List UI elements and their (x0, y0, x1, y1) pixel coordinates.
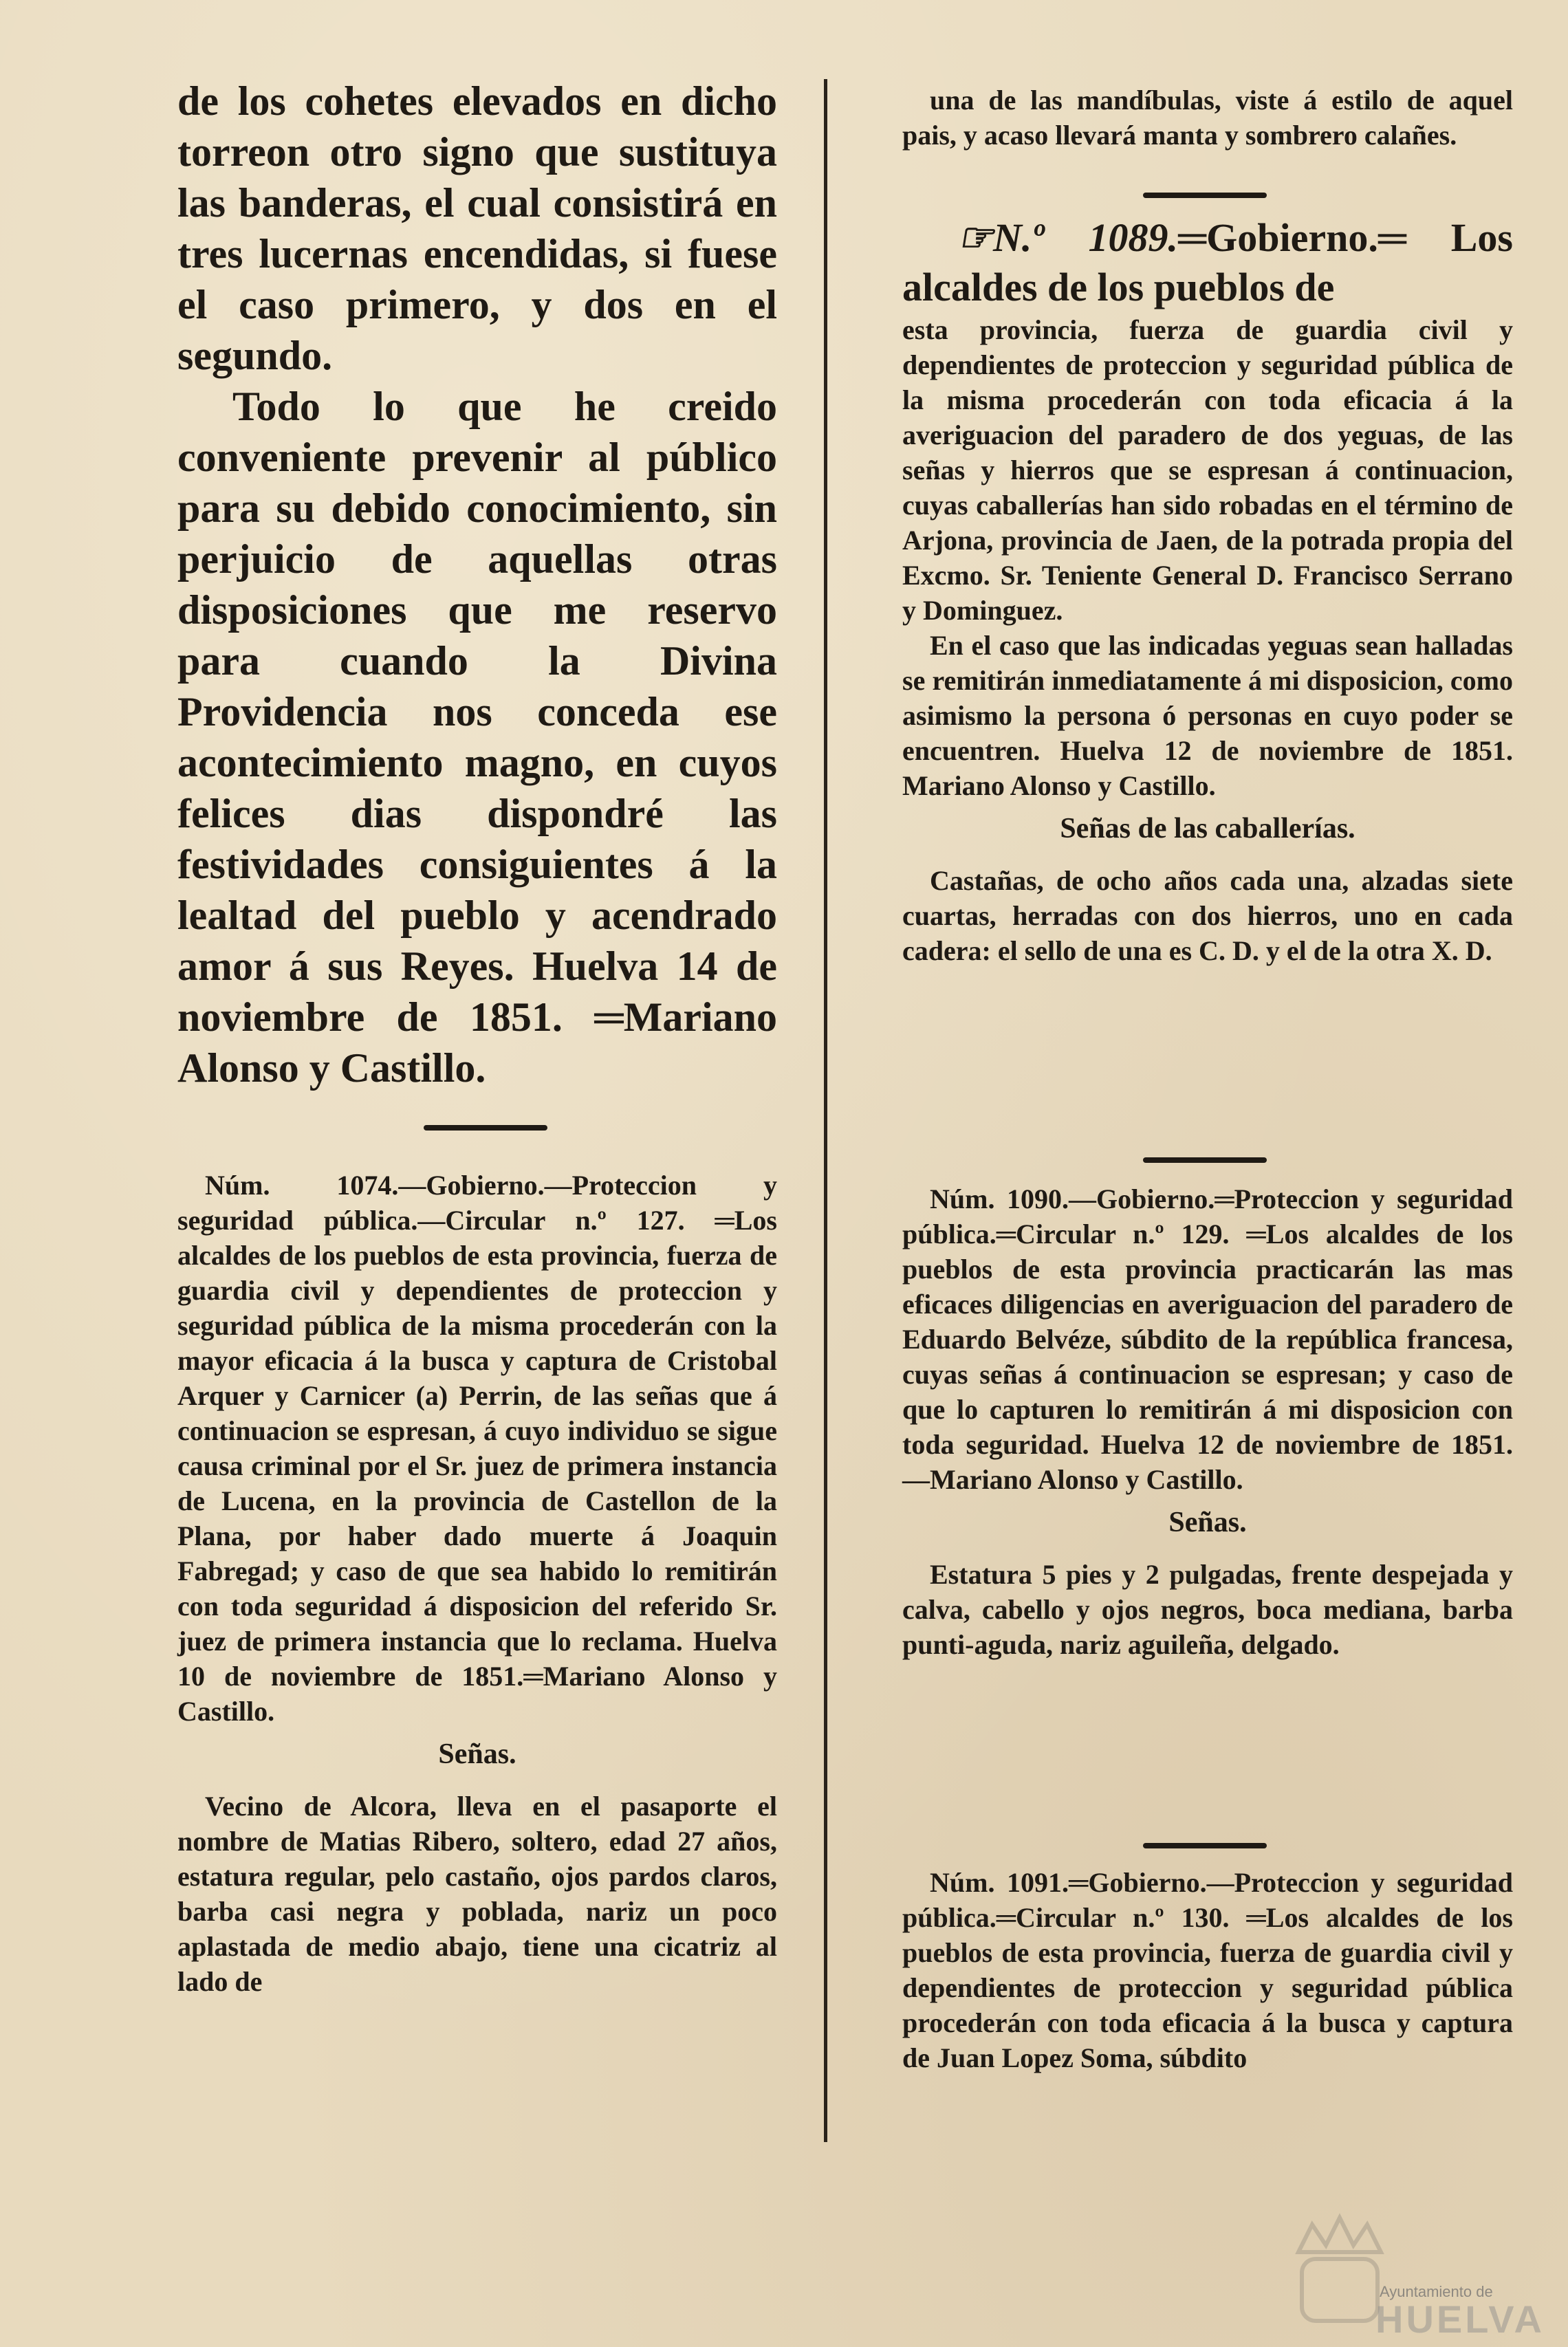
notice-1089-number: ☞N.º 1089. (957, 215, 1179, 260)
section-rule (1143, 193, 1267, 198)
section-rule (1143, 1157, 1267, 1163)
notice-1089-paragraph-2: En el caso que las indicadas yeguas sean halladas se remitirán inmediatamente á mi disposicion, como asimismo la persona ó personas en cuyo poder se encuentren. Huelva 12 de noviembre de 1851. Mariano Alonso y Castillo. (902, 630, 1513, 801)
notice-1090-body: Núm. 1090.—Gobierno.═Proteccion y seguridad pública.═Circular n.º 129. ═Los alcaldes de los pueblos de esta provincia practicarán las mas eficaces diligencias en averiguacion del paradero de Eduardo Belvéze, súbdito de la república francesa, cuyas señas á continuacion se espresan; y caso de que lo capturen lo remitirán á mi disposicion con toda seguridad. Huelva 12 de noviembre de 1851. —Mariano Alonso y Castillo. (902, 1183, 1513, 1495)
proclamation-paragraph-1: de los cohetes elevados en dicho torreon otro signo que sustituya las banderas, el cual consistirá en tres lucernas encendidas, si fuese el caso primero, y dos en el segundo. (177, 78, 777, 378)
notice-1089-senas: Castañas, de ocho años cada una, alzadas siete cuartas, herradas con dos hierros, uno en cada cadera: el sello de una es C. D. y el de la otra X. D. (902, 865, 1513, 966)
continued-text: una de las mandíbulas, viste á estilo de aquel pais, y acaso llevará manta y sombrero calañes. (902, 85, 1513, 151)
section-rule (424, 1125, 547, 1131)
notice-1074-senas-title: Señas. (438, 1738, 516, 1770)
notice-1089-body: esta provincia, fuerza de guardia civil y dependientes de proteccion y seguridad pública de la misma procederán con toda eficacia á la averiguacion del paradero de dos yeguas, de las señas y hierros que se espresan á continuacion, cuyas caballerías han sido robadas en el término de Arjona, provincia de Jaen, de la potrada propia del Excmo. Sr. Teniente General D. Francisco Serrano y Dominguez. (902, 314, 1513, 626)
column-divider (824, 79, 827, 2142)
notice-1090-senas: Estatura 5 pies y 2 pulgadas, frente despejada y calva, cabello y ojos negros, boca mediana, barba punti-aguda, nariz aguileña, delgado. (902, 1559, 1513, 1660)
notice-1074-senas: Vecino de Alcora, lleva en el pasaporte el nombre de Matias Ribero, soltero, edad 27 años, estatura regular, pelo castaño, ojos pardos claros, barba casi negra y poblada, nariz un poco aplastada de medio abajo, tiene una cicatriz al lado de (177, 1791, 777, 1997)
proclamation-paragraph-2: Todo lo que he creido conveniente prevenir al público para su debido conocimiento, sin perjuicio de aquellas otras disposiciones que me reservo para cuando la Divina Providencia nos conceda ese acontecimiento magno, en cuyos felices dias dispondré las festividades consiguientes á la lealtad del pueblo y acendrado amor á sus Reyes. Huelva 14 de noviembre de 1851. ═Mariano Alonso y Castillo. (177, 384, 777, 1091)
notice-1089-heading-text: ═Gobierno.═ Los alcaldes de los pueblos de (902, 215, 1513, 309)
notice-1090-senas-title: Señas. (1168, 1507, 1247, 1538)
notice-1089 (902, 213, 1513, 968)
notice-1089-heading (902, 213, 1513, 312)
proclamation-text (177, 76, 777, 1093)
section-rule (1143, 1843, 1267, 1848)
notice-1090 (902, 1181, 1513, 1662)
notice-1074-body: Núm. 1074.—Gobierno.—Proteccion y seguridad pública.—Circular n.º 127. ═Los alcaldes de los pueblos de esta provincia, fuerza de guardia civil y dependientes de proteccion y seguridad pública de la misma procederán con la mayor eficacia á la busca y captura de Cristobal Arquer y Carnicer (a) Perrin, de las señas que á continuacion se espresan, á cuyo individuo se sigue causa criminal por el Sr. juez de primera instancia de Lucena, en la provincia de Castellon de la Plana, por haber dado muerte á Joaquin Fabregad; y caso de que sea habido lo remitirán con toda seguridad á disposicion del referido Sr. juez de primera instancia que lo reclama. Huelva 10 de noviembre de 1851.═Mariano Alonso y Castillo. (177, 1170, 777, 1727)
continued-notice (902, 83, 1513, 153)
notice-1091 (902, 1865, 1513, 2075)
notice-1089-senas-title: Señas de las caballerías. (1060, 813, 1355, 844)
watermark-name: HUELVA (1375, 2297, 1545, 2341)
notice-1091-body: Núm. 1091.═Gobierno.—Proteccion y seguridad pública.═Circular n.º 130. ═Los alcaldes de los pueblos de esta provincia, fuerza de guardia civil y dependientes de proteccion y seguridad pública procederán con toda eficacia á la busca y captura de Juan Lopez Soma, súbdito (902, 1867, 1513, 2073)
notice-1074 (177, 1168, 777, 1999)
watermark-subtitle: Ayuntamiento de (1380, 2283, 1493, 2300)
